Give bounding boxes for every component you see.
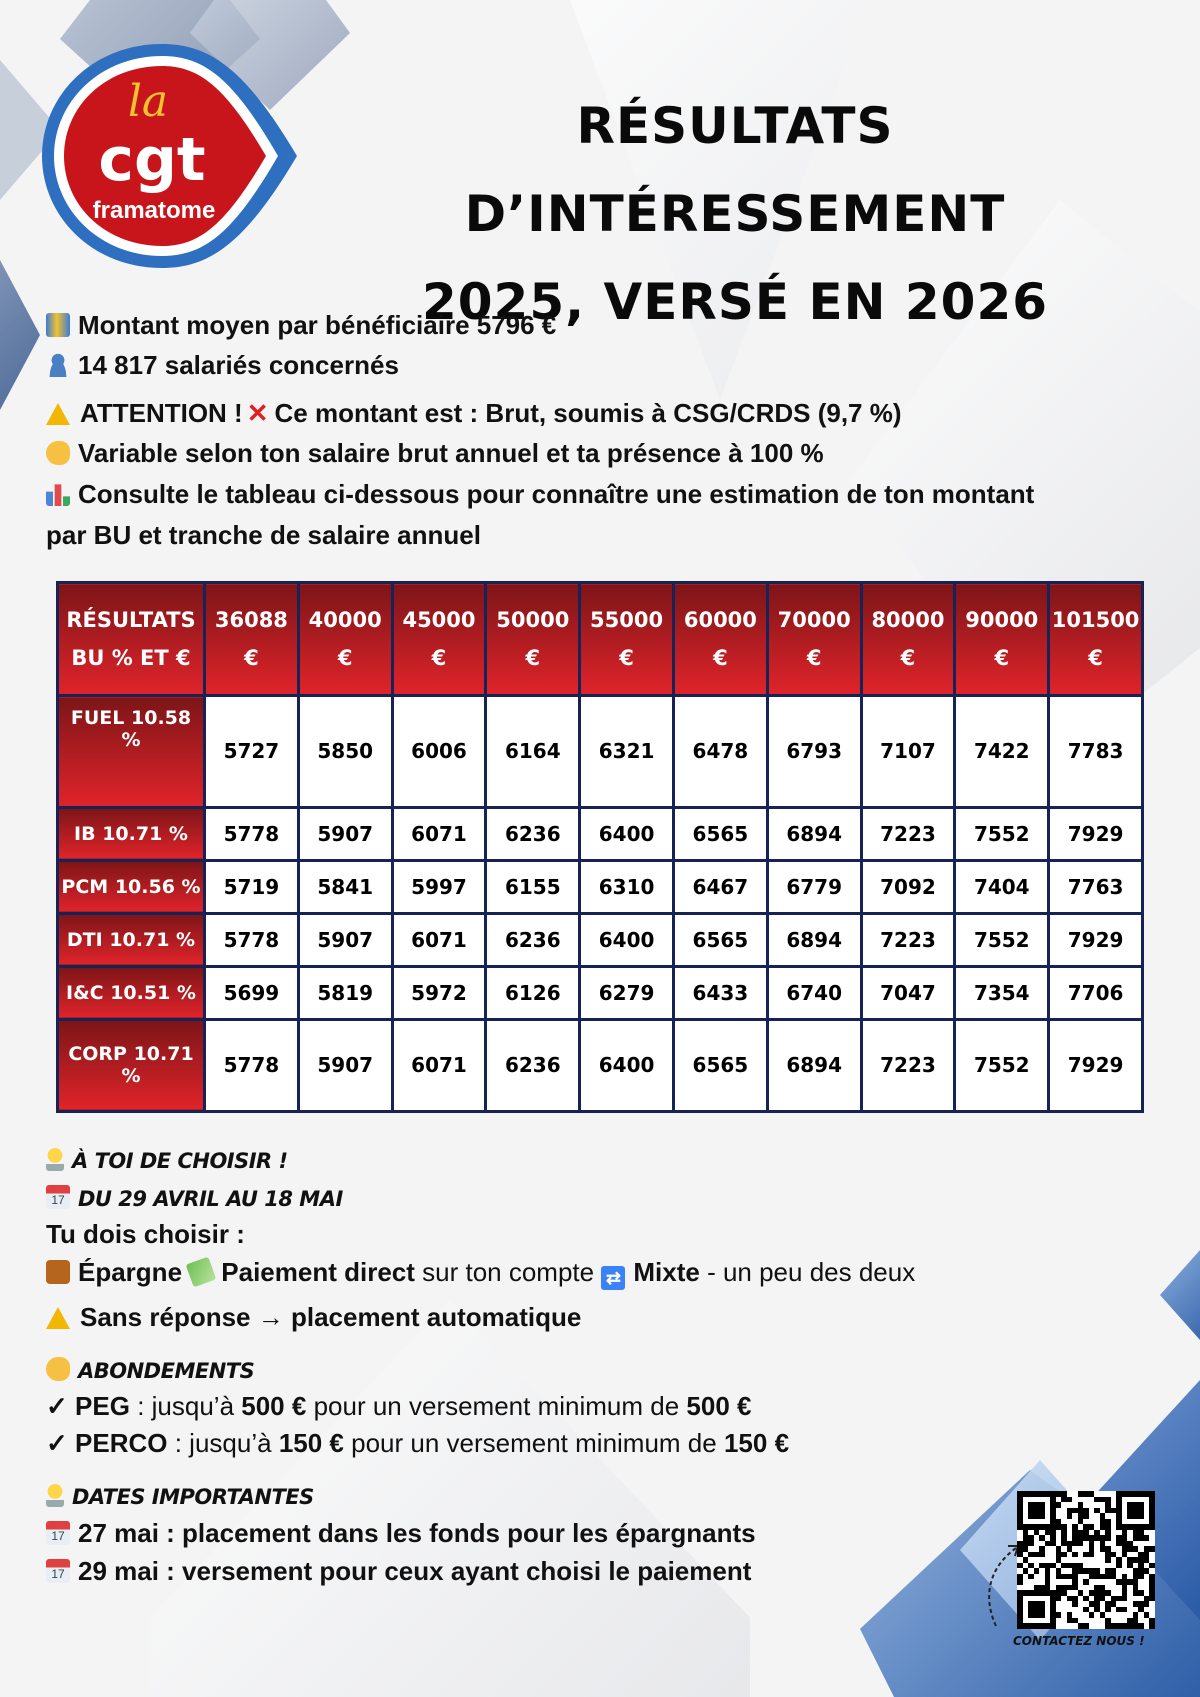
- must-choose-text: Tu dois choisir :: [46, 1219, 245, 1249]
- abondements-heading: ABONDEMENTS: [78, 1359, 255, 1383]
- amount-cell: 7929: [1049, 1019, 1143, 1111]
- amount-cell: 5778: [205, 807, 299, 860]
- choose-heading-line: [46, 1143, 288, 1177]
- table-row: [58, 913, 1143, 966]
- calendar-icon: 17: [46, 1185, 70, 1209]
- corner-line-2: BU % ET €: [71, 646, 191, 670]
- check-icon: ✓: [46, 1428, 68, 1458]
- choose-heading: À TOI DE CHOISIR !: [72, 1149, 288, 1173]
- amount-cell: 7047: [861, 966, 955, 1019]
- amount-cell: 7763: [1049, 860, 1143, 913]
- table-row: [58, 696, 1143, 808]
- results-table: [56, 581, 1144, 1113]
- briefcase-icon: [46, 1260, 70, 1284]
- consult-text-2: par BU et tranche de salaire annuel: [46, 520, 481, 550]
- amount-cell: 6071: [392, 1019, 486, 1111]
- currency-symbol: €: [713, 646, 728, 670]
- amount-cell: 6236: [486, 1019, 580, 1111]
- currency-symbol: €: [337, 646, 353, 670]
- attention-detail: Ce montant est : Brut, soumis à CSG/CRDS (9,7 %): [274, 398, 902, 428]
- amount-cell: 7552: [955, 807, 1049, 860]
- warning-icon: [46, 403, 70, 425]
- amount-cell: 6155: [486, 860, 580, 913]
- amount-cell: 6894: [767, 1019, 861, 1111]
- date-item: [46, 1517, 756, 1549]
- calendar-icon: 17: [46, 1521, 70, 1545]
- salary-value: 50000: [496, 608, 570, 632]
- bu-label: I&C 10.51 %: [58, 966, 205, 1019]
- salary-value: 101500: [1051, 608, 1140, 632]
- dashed-arrow-icon: [982, 1540, 1022, 1630]
- no-answer-line: [46, 1301, 581, 1333]
- option-savings: Épargne: [78, 1257, 183, 1287]
- svg-text:framatome: framatome: [92, 197, 216, 224]
- salary-column-header: [767, 583, 861, 696]
- amount-cell: 7354: [955, 966, 1049, 1019]
- variable-line: [46, 437, 824, 469]
- amount-cell: 6071: [392, 913, 486, 966]
- amount-cell: 7929: [1049, 807, 1143, 860]
- salary-value: 55000: [590, 608, 664, 632]
- amount-cell: 7223: [861, 807, 955, 860]
- amount-cell: 7092: [861, 860, 955, 913]
- amount-cell: 6793: [767, 696, 861, 808]
- people-icon: [46, 353, 70, 377]
- table-row: [58, 807, 1143, 860]
- currency-symbol: €: [525, 646, 541, 670]
- dates-heading: DATES IMPORTANTES: [72, 1485, 314, 1509]
- amount-cell: 7929: [1049, 913, 1143, 966]
- amount-cell: 7552: [955, 1019, 1049, 1111]
- cgt-framatome-logo: [42, 40, 302, 272]
- salary-column-header: [1049, 583, 1143, 696]
- qr-code[interactable]: [1017, 1491, 1155, 1629]
- date-text: 27 mai : placement dans les fonds pour les épargnants: [78, 1518, 756, 1548]
- date-text: 29 mai : versement pour ceux ayant choisi le paiement: [78, 1556, 752, 1586]
- cross-icon: ✕: [246, 398, 269, 428]
- amount-cell: 6071: [392, 807, 486, 860]
- minimum-amount: 500 €: [686, 1391, 752, 1421]
- amount-cell: 6467: [673, 860, 767, 913]
- amount-cell: 7223: [861, 1019, 955, 1111]
- amount-cell: 5907: [298, 1019, 392, 1111]
- amount-cell: 6565: [673, 807, 767, 860]
- check-icon: ✓: [46, 1391, 68, 1421]
- salary-column-header: [298, 583, 392, 696]
- corner-line-1: RÉSULTATS: [66, 608, 196, 632]
- title-line-2: 2025, VERSÉ EN 2026: [421, 273, 1049, 331]
- salary-column-header: [205, 583, 299, 696]
- amount-cell: 7422: [955, 696, 1049, 808]
- amount-cell: 6400: [580, 1019, 674, 1111]
- amount-cell: 6740: [767, 966, 861, 1019]
- average-amount: Montant moyen par bénéficiaire 5796 €: [78, 310, 557, 340]
- bar-chart-icon: [46, 482, 70, 506]
- salary-value: 40000: [308, 608, 382, 632]
- abondement-peg: [46, 1390, 752, 1422]
- currency-symbol: €: [806, 646, 822, 670]
- title-line-1: RÉSULTATS D’INTÉRESSEMENT: [464, 97, 1006, 243]
- bu-label: FUEL 10.58 %: [58, 696, 205, 808]
- amount-cell: 6565: [673, 913, 767, 966]
- options-line: [46, 1256, 915, 1290]
- amount-cell: 5778: [205, 1019, 299, 1111]
- salary-column-header: [673, 583, 767, 696]
- table-header-row: [58, 583, 1143, 696]
- match-amount: 500 €: [241, 1391, 307, 1421]
- employees-count: 14 817 salariés concernés: [78, 350, 399, 380]
- option-mixed-detail: - un peu des deux: [707, 1257, 916, 1287]
- amount-cell: 5850: [298, 696, 392, 808]
- variable-text: Variable selon ton salaire brut annuel et ta présence à 100 %: [78, 438, 824, 468]
- shuffle-icon: ⇄: [601, 1266, 625, 1290]
- amount-cell: 7783: [1049, 696, 1143, 808]
- consult-line: [46, 478, 1034, 510]
- amount-cell: 7552: [955, 913, 1049, 966]
- amount-cell: 6236: [486, 807, 580, 860]
- amount-cell: 7706: [1049, 966, 1143, 1019]
- amount-cell: 7107: [861, 696, 955, 808]
- choose-period: DU 29 AVRIL AU 18 MAI: [78, 1187, 343, 1211]
- salary-column-header: [392, 583, 486, 696]
- money-icon: [46, 313, 70, 337]
- amount-cell: 6400: [580, 807, 674, 860]
- amount-cell: 6779: [767, 860, 861, 913]
- bu-label: CORP 10.71 %: [58, 1019, 205, 1111]
- amount-cell: 5841: [298, 860, 392, 913]
- amount-cell: 6400: [580, 913, 674, 966]
- amount-cell: 6236: [486, 913, 580, 966]
- plan-name: PERCO: [75, 1428, 168, 1458]
- corner-header: [58, 583, 205, 696]
- attention-label: ATTENTION !: [80, 398, 243, 428]
- consult-text: Consulte le tableau ci-dessous pour connaître une estimation de ton montant: [78, 479, 1035, 509]
- text: pour un versement minimum de: [351, 1428, 717, 1458]
- amount-cell: 6164: [486, 696, 580, 808]
- average-amount-line: [46, 309, 556, 341]
- plan-name: PEG: [75, 1391, 130, 1421]
- period-line: [46, 1181, 343, 1215]
- date-item: [46, 1555, 751, 1587]
- minimum-amount: 150 €: [723, 1428, 790, 1458]
- currency-symbol: €: [994, 646, 1010, 670]
- dates-heading-line: [46, 1479, 314, 1513]
- option-direct-payment: Paiement direct: [221, 1257, 415, 1287]
- amount-cell: 6279: [580, 966, 674, 1019]
- bu-label: IB 10.71 %: [58, 807, 205, 860]
- text: pour un versement minimum de: [313, 1391, 680, 1421]
- amount-cell: 5699: [205, 966, 299, 1019]
- amount-cell: 5719: [205, 860, 299, 913]
- currency-symbol: €: [431, 646, 447, 670]
- salary-value: 36088: [214, 608, 288, 632]
- match-amount: 150 €: [278, 1428, 344, 1458]
- svg-text:la: la: [127, 76, 169, 127]
- attention-line: [46, 397, 902, 429]
- must-choose-line: [46, 1218, 245, 1250]
- amount-cell: 6565: [673, 1019, 767, 1111]
- amount-cell: 6006: [392, 696, 486, 808]
- currency-symbol: €: [1088, 646, 1103, 670]
- warning-icon: [46, 1307, 70, 1329]
- salary-column-header: [955, 583, 1049, 696]
- salary-value: 60000: [683, 608, 757, 632]
- text: : jusqu’à: [174, 1428, 272, 1458]
- abondements-heading-line: [46, 1353, 254, 1387]
- amount-cell: 5819: [298, 966, 392, 1019]
- amount-cell: 5907: [298, 913, 392, 966]
- table-row: [58, 860, 1143, 913]
- amount-cell: 7404: [955, 860, 1049, 913]
- option-mixed: Mixte: [633, 1257, 700, 1287]
- salary-value: 45000: [402, 608, 476, 632]
- pointing-hand-icon: [46, 441, 70, 465]
- amount-cell: 6478: [673, 696, 767, 808]
- salary-value: 90000: [965, 608, 1039, 632]
- currency-symbol: €: [900, 646, 916, 670]
- salary-value: 70000: [777, 608, 851, 632]
- pointing-hand-icon: [46, 1357, 70, 1381]
- contact-label: CONTACTEZ NOUS !: [1013, 1634, 1145, 1648]
- bu-label: DTI 10.71 %: [58, 913, 205, 966]
- amount-cell: 6126: [486, 966, 580, 1019]
- amount-cell: 6894: [767, 807, 861, 860]
- amount-cell: 5727: [205, 696, 299, 808]
- salary-column-header: [486, 583, 580, 696]
- amount-cell: 7223: [861, 913, 955, 966]
- cash-icon: [186, 1257, 217, 1288]
- table-row: [58, 1019, 1143, 1111]
- calendar-icon: 17: [46, 1559, 70, 1583]
- amount-cell: 6433: [673, 966, 767, 1019]
- salary-value: 80000: [871, 608, 945, 632]
- table-row: [58, 966, 1143, 1019]
- no-answer-text: Sans réponse → placement automatique: [80, 1302, 582, 1332]
- amount-cell: 5778: [205, 913, 299, 966]
- consult-line-2: [46, 519, 481, 551]
- amount-cell: 5972: [392, 966, 486, 1019]
- lightbulb-icon: [46, 1147, 64, 1171]
- option-direct-detail: sur ton compte: [422, 1257, 595, 1287]
- abondement-perco: [46, 1427, 789, 1459]
- salary-column-header: [580, 583, 674, 696]
- currency-symbol: €: [619, 646, 634, 670]
- bu-label: PCM 10.56 %: [58, 860, 205, 913]
- amount-cell: 5907: [298, 807, 392, 860]
- page-title: [300, 82, 1170, 346]
- amount-cell: 6321: [580, 696, 674, 808]
- amount-cell: 5997: [392, 860, 486, 913]
- svg-text:cgt: cgt: [98, 125, 206, 195]
- currency-symbol: €: [244, 646, 259, 670]
- amount-cell: 6310: [580, 860, 674, 913]
- employees-line: [46, 349, 399, 381]
- amount-cell: 6894: [767, 913, 861, 966]
- lightbulb-icon: [46, 1483, 64, 1507]
- salary-column-header: [861, 583, 955, 696]
- text: : jusqu’à: [137, 1391, 235, 1421]
